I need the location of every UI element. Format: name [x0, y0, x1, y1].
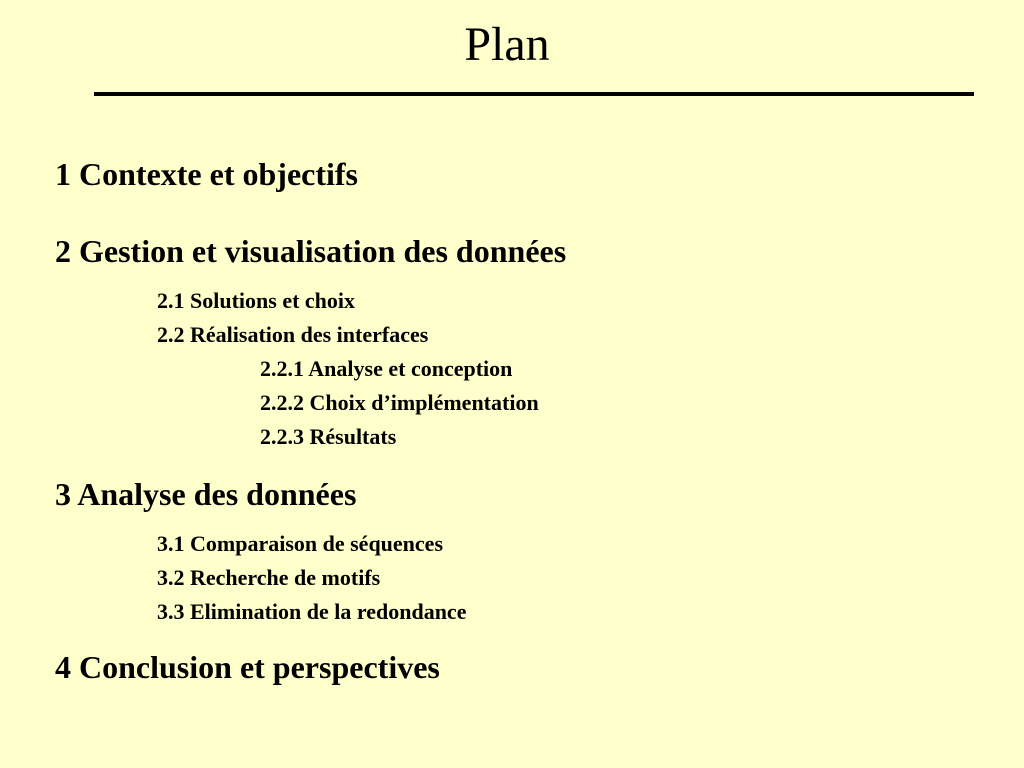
outline-subsection-2-2: 2.2 Réalisation des interfaces [157, 322, 429, 347]
slide-title: Plan [464, 18, 550, 71]
outline-subsubsection-2-2-2: 2.2.2 Choix d’implémentation [260, 390, 539, 415]
outline-subsubsection-2-2-1: 2.2.1 Analyse et conception [260, 356, 513, 381]
outline-section-1: 1 Contexte et objectifs [55, 156, 358, 192]
outline-subsection-3-2: 3.2 Recherche de motifs [157, 565, 381, 590]
outline-subsection-3-3: 3.3 Elimination de la redondance [157, 599, 467, 624]
outline-section-4: 4 Conclusion et perspectives [55, 649, 440, 685]
outline-subsection-3-1: 3.1 Comparaison de séquences [157, 531, 444, 556]
outline-section-2: 2 Gestion et visualisation des données [55, 233, 567, 269]
title-underline [94, 92, 974, 96]
outline-subsection-2-1: 2.1 Solutions et choix [157, 288, 356, 313]
outline-subsubsection-2-2-3: 2.2.3 Résultats [260, 424, 397, 449]
outline-section-3: 3 Analyse des données [55, 476, 357, 512]
